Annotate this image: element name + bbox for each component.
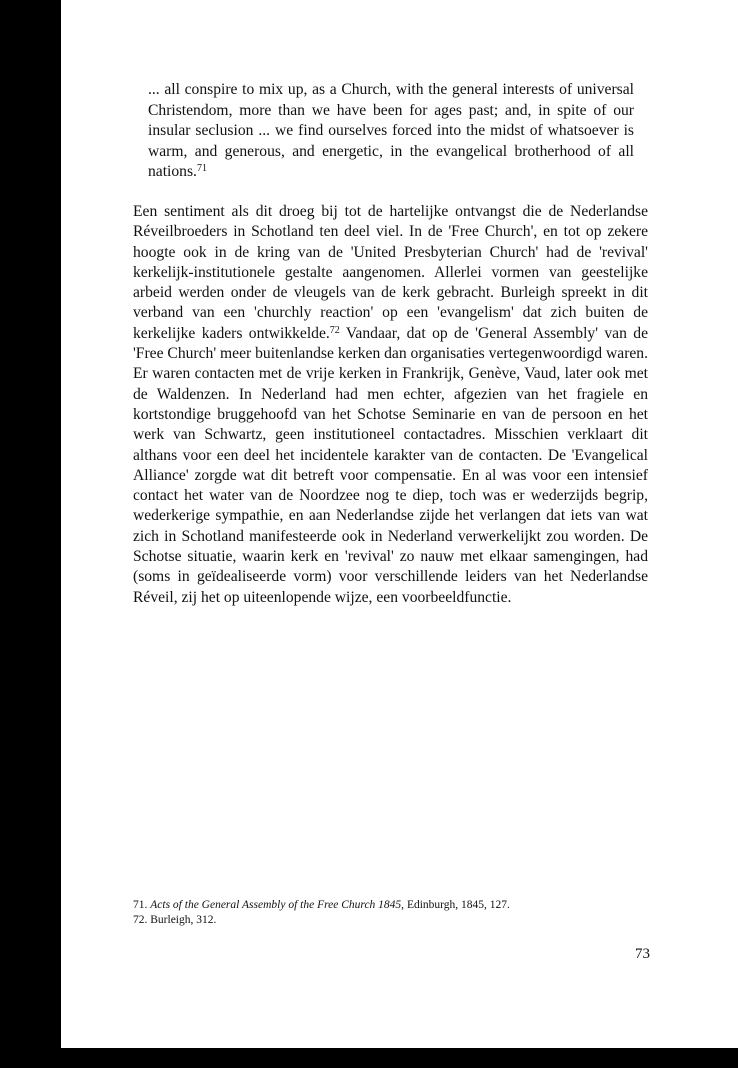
footnote-number: 71.	[133, 899, 148, 911]
body-text-part-1: Een sentiment als dit droeg bij tot de hartelijke ontvangst die de Nederlandse Réveilbroeders in Schotland ten deel viel. In de 'Free Church', en tot op zekere hoogte ook in de kring van de 'United Presbyterian Church' had de 'revival' kerkelijk-institutionele gestalte aangenomen. Allerlei vormen van geestelijke arbeid werden onder de vleugels van de kerk gebracht. Burleigh spreekt in dit verband van een 'churchly reaction' op een 'evangelism' dat zich buiten de kerkelijke kaders ontwikkelde.	[133, 203, 648, 342]
footnote-number: 72.	[133, 914, 148, 926]
body-paragraph	[133, 202, 648, 608]
footnote-text: Burleigh, 312.	[150, 914, 217, 926]
footnote-ref-71: 71	[196, 163, 207, 175]
body-text-part-2: Vandaar, dat op de 'General Assembly' van de 'Free Church' meer buitenlandse kerken dan organisaties vertegenwoordigd waren. Er waren contacten met de vrije kerken in Frankrijk, Genève, Vaud, later ook met de Waldenzen. In Nederland had men echter, afgezien van het fragiele en kortstondige bruggehoofd van het Schotse Seminarie en van de persoon en het werk van Schwartz, geen institutioneel contactadres. Misschien verklaart dit althans voor een deel het incidentele karakter van de contacten. De 'Evangelical Alliance' zorgde wat dit betreft voor compensatie. En al was voor een intensief contact het water van de Noordzee nog te diep, toch was er wederzijds begrip, wederkerige sympathie, en aan Nederlandse zijde het verlangen dat iets van wat zich in Schotland manifesteerde ook in Nederland verwerkelijkt zou worden. De Schotse situatie, waarin kerk en 'revival' zo nauw met elkaar samengingen, had (soms in geïdealiseerde vorm) voor verschillende leiders van het Nederlandse Réveil, zij het op uiteenlopende wijze, een voorbeeldfunctie.	[133, 324, 648, 606]
block-quote	[148, 80, 634, 183]
scan-border-left	[0, 0, 61, 1068]
footnote-72	[133, 913, 648, 928]
footnote-71	[133, 898, 648, 913]
footnote-text: Edinburgh, 1845, 127.	[404, 899, 510, 911]
quote-text: ... all conspire to mix up, as a Church, with the general interests of universal Christendom, more than we have been for ages past; and, in spite of our insular seclusion ... we find ourselves forced into the midst of whatsoever is warm, and generous, and energetic, in the evangelical brotherhood of all nations.	[148, 81, 634, 181]
page-number: 73	[635, 946, 650, 962]
footnote-title: Acts of the General Assembly of the Free Church 1845,	[150, 899, 405, 911]
footnotes	[133, 898, 648, 928]
scan-border-bottom	[0, 1048, 738, 1068]
scan-margin-right	[690, 0, 738, 1068]
footnote-ref-72: 72	[329, 324, 340, 336]
